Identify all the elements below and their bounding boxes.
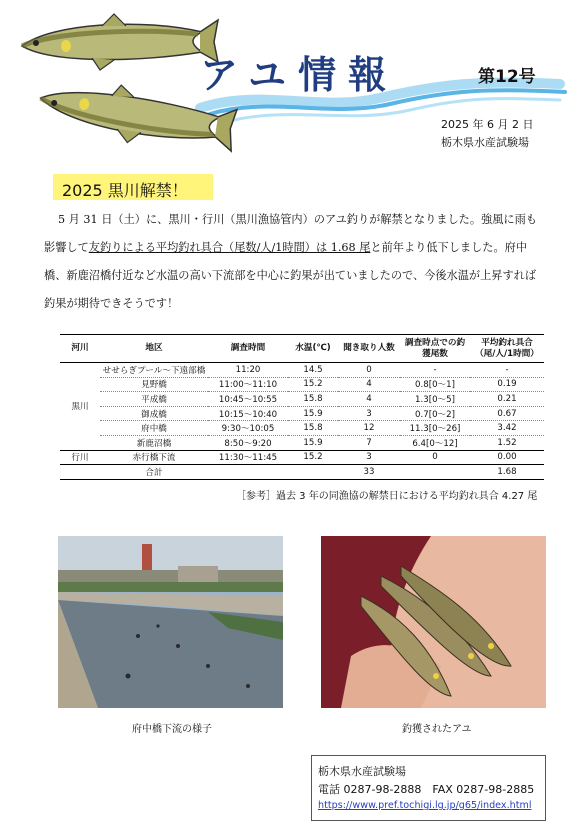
people-cell: 3 [338, 450, 400, 465]
catch-cell: - [400, 363, 470, 378]
catch-cell: 11.3[0〜26] [400, 421, 470, 436]
contact-phone: 電話 0287-98-2888 FAX 0287-98-2885 [318, 783, 535, 796]
article-text-2: と前年より低下しました。府中橋、新鹿沼橋付近など水温の高い下流部を中心に釣果が出ていましたので、今後水温が上昇すれば釣果が期待できそうです！ [44, 241, 537, 310]
table-header-row [60, 335, 544, 363]
avg-cell: 0.00 [470, 450, 544, 465]
avg-cell: 0.19 [470, 377, 544, 392]
table-row [60, 392, 544, 407]
total-people: 33 [338, 465, 400, 480]
headline: 2025 黒川解禁！ [62, 181, 188, 200]
ayu-fish-icon [22, 14, 218, 70]
col-header-avg: 平均釣れ具合（尾/人/1時間） [470, 335, 544, 363]
temp-cell: 15.8 [288, 421, 338, 436]
river-cell-namekawa: 行川 [60, 450, 100, 465]
catch-cell: 6.4[0〜12] [400, 435, 470, 450]
time-cell: 11:30〜11:45 [208, 450, 288, 465]
river-photo-caption: 府中橋下流の様子 [132, 724, 212, 735]
total-avg: 1.68 [470, 465, 544, 480]
table-row [60, 363, 544, 378]
avg-cell: 0.21 [470, 392, 544, 407]
col-header-area: 地区 [100, 335, 208, 363]
people-cell: 12 [338, 421, 400, 436]
avg-cell: 0.67 [470, 406, 544, 421]
page-title: アユ情報 [200, 52, 399, 97]
results-table [60, 334, 544, 480]
table-row [60, 377, 544, 392]
article-body [44, 206, 542, 318]
table-row [60, 435, 544, 450]
area-cell: 御成橋 [100, 406, 208, 421]
article-text-underlined: 友釣りによる平均釣れ具合（尾数/人/1時間）は 1.68 尾 [88, 241, 371, 254]
river-photo [58, 536, 283, 708]
col-header-time: 調査時間 [208, 335, 288, 363]
table-total-row [60, 465, 544, 480]
temp-cell: 15.9 [288, 435, 338, 450]
area-cell: 平成橋 [100, 392, 208, 407]
people-cell: 4 [338, 392, 400, 407]
temp-cell: 15.2 [288, 377, 338, 392]
publish-date: 2025 年 6 月 2 日 [441, 118, 534, 131]
table-row [60, 406, 544, 421]
caught-ayu-photo [321, 536, 546, 708]
issue-number: 第12号 [478, 67, 536, 87]
reference-note: ［参考］過去 3 年の同漁協の解禁日における平均釣れ具合 4.27 尾 [236, 491, 538, 502]
temp-cell: 14.5 [288, 363, 338, 378]
publisher-name: 栃木県水産試験場 [441, 136, 529, 149]
area-cell: 府中橋 [100, 421, 208, 436]
people-cell: 3 [338, 406, 400, 421]
people-cell: 0 [338, 363, 400, 378]
article-text-1: 5 月 31 日（土）に、黒川・行川（黒川漁協管内）のアユ釣りが解禁となりました。強風に雨も影響して [44, 213, 537, 254]
time-cell: 8:50〜9:20 [208, 435, 288, 450]
contact-org: 栃木県水産試験場 [318, 765, 406, 778]
col-header-catch: 調査時点での釣獲尾数 [400, 335, 470, 363]
area-cell: せせらぎプール〜下遠部橋 [100, 363, 208, 378]
people-cell: 7 [338, 435, 400, 450]
contact-url-link[interactable]: https://www.pref.tochigi.lg.jp/g65/index.html [318, 800, 532, 811]
people-cell: 4 [338, 377, 400, 392]
temp-cell: 15.2 [288, 450, 338, 465]
time-cell: 11:20 [208, 363, 288, 378]
table-row [60, 421, 544, 436]
catch-cell: 0.7[0〜2] [400, 406, 470, 421]
area-cell: 新鹿沼橋 [100, 435, 208, 450]
col-header-temp: 水温(℃) [288, 335, 338, 363]
catch-cell: 0.8[0〜1] [400, 377, 470, 392]
temp-cell: 15.9 [288, 406, 338, 421]
river-cell-kurokawa: 黒川 [60, 363, 100, 451]
catch-cell: 0 [400, 450, 470, 465]
time-cell: 10:15〜10:40 [208, 406, 288, 421]
fish-photo-caption: 釣獲されたアユ [402, 724, 472, 735]
time-cell: 9:30〜10:05 [208, 421, 288, 436]
avg-cell: 3.42 [470, 421, 544, 436]
col-header-river: 河川 [60, 335, 100, 363]
area-cell: 赤行橋下流 [100, 450, 208, 465]
temp-cell: 15.8 [288, 392, 338, 407]
area-cell: 見野橋 [100, 377, 208, 392]
table-row [60, 450, 544, 465]
avg-cell: 1.52 [470, 435, 544, 450]
catch-cell: 1.3[0〜5] [400, 392, 470, 407]
col-header-people: 聞き取り人数 [338, 335, 400, 363]
avg-cell: - [470, 363, 544, 378]
time-cell: 11:00〜11:10 [208, 377, 288, 392]
time-cell: 10:45〜10:55 [208, 392, 288, 407]
total-label: 合計 [100, 465, 208, 480]
